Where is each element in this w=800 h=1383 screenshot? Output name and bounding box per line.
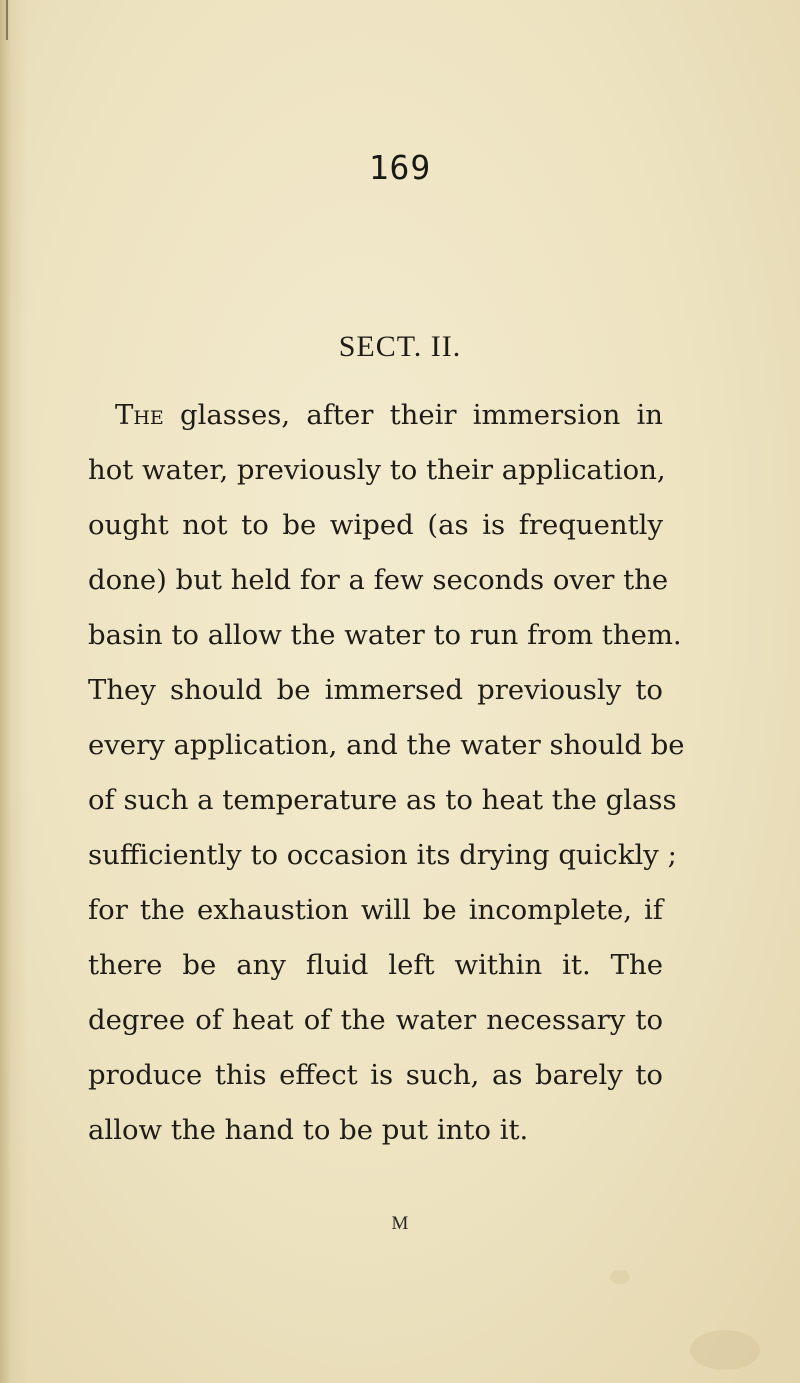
paper-stain (610, 1270, 630, 1284)
text-line: produce this effect is such, as barely to (88, 1059, 663, 1091)
paper-stain (690, 1330, 760, 1370)
text-line: ought not to be wiped (as is frequently (88, 509, 663, 541)
text-line: The glasses, after their immersion in (115, 399, 663, 431)
text-line: done) but held for a few seconds over the (88, 564, 669, 596)
text-line: They should be immersed previously to (88, 674, 663, 706)
body-paragraph (88, 388, 685, 1158)
page-edge-line (6, 0, 8, 40)
text-line: degree of heat of the water necessary to (88, 1004, 663, 1036)
page-edge-shadow (0, 0, 28, 1383)
text-line: for the exhaustion will be incomplete, if (88, 894, 663, 926)
section-heading: SECT. II. (338, 330, 462, 363)
text-line: every application, and the water should be (88, 729, 685, 761)
page-number: 169 (368, 148, 432, 187)
first-word: The (115, 399, 164, 431)
text-line: sufficiently to occasion its drying quickly ; (88, 839, 677, 871)
text-line: hot water, previously to their application, (88, 454, 666, 486)
signature-mark: M (391, 1213, 409, 1234)
text-line: basin to allow the water to run from them. (88, 619, 682, 651)
text-line: there be any fluid left within it. The (88, 949, 663, 981)
text-line: of such a temperature as to heat the glass (88, 784, 677, 816)
text-line: allow the hand to be put into it. (88, 1114, 529, 1146)
